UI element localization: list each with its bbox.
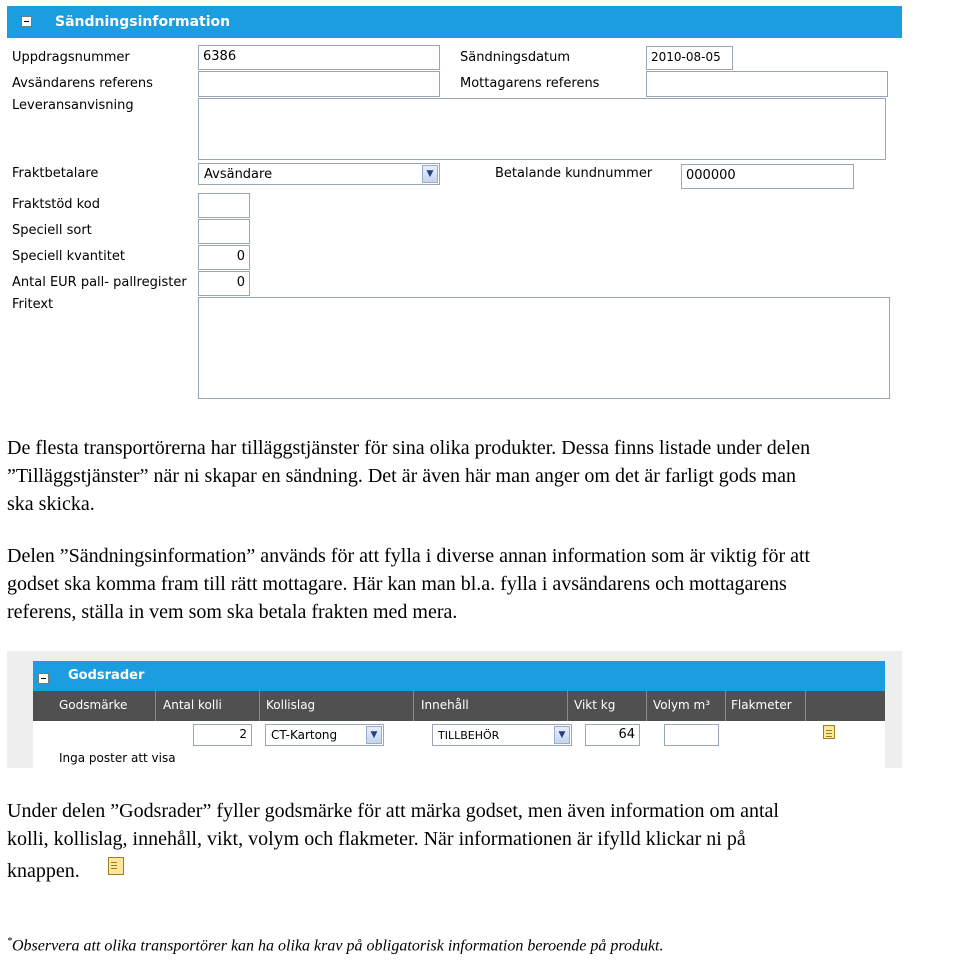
document-icon bbox=[108, 857, 124, 875]
column-godsmarke[interactable]: Godsmärke bbox=[59, 698, 128, 712]
label-speciell-sort: Speciell sort bbox=[12, 223, 92, 238]
column-volym[interactable]: Volym m³ bbox=[653, 698, 711, 712]
paragraph-line: godset ska komma fram till rätt mottagare. Här kan man bl.a. fylla i avsändarens och mottagarens bbox=[7, 573, 787, 595]
paragraph-line: Delen ”Sändningsinformation” används för att fylla i diverse annan information som är viktig för att bbox=[7, 545, 811, 567]
sandningsdatum-input[interactable]: 2010-08-05 bbox=[646, 46, 733, 70]
volym-input[interactable] bbox=[664, 724, 719, 746]
label-fraktstod-kod: Fraktstöd kod bbox=[12, 197, 100, 212]
paragraph-line: referens, ställa in vem som ska betala frakten med mera. bbox=[7, 601, 458, 623]
mottagarens-referens-input[interactable] bbox=[646, 71, 888, 97]
footnote bbox=[7, 936, 664, 955]
column-separator bbox=[259, 691, 260, 721]
antal-kolli-input[interactable]: 2 bbox=[193, 724, 252, 746]
footnote-text: Observera att olika transportörer kan ha olika krav på obligatorisk information beroende på produkt. bbox=[12, 937, 664, 955]
chevron-down-icon[interactable]: ▼ bbox=[554, 726, 570, 744]
speciell-sort-input[interactable] bbox=[198, 219, 250, 244]
antal-eur-pall-input[interactable]: 0 bbox=[198, 271, 250, 296]
paragraph-godsrader bbox=[7, 797, 957, 885]
uppdragsnummer-input[interactable]: 6386 bbox=[198, 45, 440, 70]
paragraph-line: De flesta transportörerna har tilläggstjänster för sina olika produkter. Dessa finns listade under delen bbox=[7, 437, 811, 459]
paragraph-line: ska skicka. bbox=[7, 493, 95, 515]
panel-title: Sändningsinformation bbox=[55, 14, 231, 30]
column-flakmeter[interactable]: Flakmeter bbox=[731, 698, 792, 712]
column-separator bbox=[567, 691, 568, 721]
sandningsinformation-header bbox=[7, 6, 902, 38]
footnote-mark: * bbox=[7, 936, 12, 947]
column-separator bbox=[646, 691, 647, 721]
godsrader-title: Godsrader bbox=[68, 668, 145, 683]
label-speciell-kvantitet: Speciell kvantitet bbox=[12, 249, 125, 264]
fraktstod-kod-input[interactable] bbox=[198, 193, 250, 218]
fritext-textarea[interactable] bbox=[198, 297, 890, 399]
innehall-value: TILLBEHÖR bbox=[438, 729, 500, 742]
innehall-select[interactable] bbox=[432, 724, 572, 746]
collapse-minus-icon[interactable] bbox=[21, 16, 32, 27]
label-mottagarens-referens: Mottagarens referens bbox=[460, 76, 600, 91]
empty-text: Inga poster att visa bbox=[59, 751, 176, 765]
document-icon[interactable] bbox=[823, 725, 835, 739]
leveransanvisning-textarea[interactable] bbox=[198, 98, 886, 160]
column-separator bbox=[155, 691, 156, 721]
label-antal-eur-pall: Antal EUR pall- pallregister bbox=[12, 275, 187, 290]
label-fritext: Fritext bbox=[12, 297, 54, 312]
collapse-minus-icon[interactable] bbox=[38, 673, 49, 684]
column-vikt[interactable]: Vikt kg bbox=[574, 698, 616, 712]
label-betalande-kundnummer: Betalande kundnummer bbox=[495, 166, 653, 181]
paragraph-line: kolli, kollislag, innehåll, vikt, volym och flakmeter. När informationen är ifylld klickar ni på bbox=[7, 828, 746, 850]
fraktbetalare-select[interactable] bbox=[198, 163, 440, 185]
column-separator bbox=[413, 691, 414, 721]
label-uppdragsnummer: Uppdragsnummer bbox=[12, 50, 130, 65]
paragraph-sandningsinformation bbox=[7, 542, 957, 626]
column-separator bbox=[805, 691, 806, 721]
column-antal-kolli[interactable]: Antal kolli bbox=[163, 698, 222, 712]
godsrader-column-headers bbox=[33, 691, 885, 721]
avsandarens-referens-input[interactable] bbox=[198, 71, 440, 97]
label-sandningsdatum: Sändningsdatum bbox=[460, 50, 571, 65]
betalande-kundnummer-input[interactable]: 000000 bbox=[681, 164, 854, 189]
label-fraktbetalare: Fraktbetalare bbox=[12, 166, 99, 181]
chevron-down-icon[interactable]: ▼ bbox=[422, 165, 438, 183]
kollislag-value: CT-Kartong bbox=[271, 728, 338, 742]
paragraph-line: knappen. bbox=[7, 860, 80, 882]
column-innehall[interactable]: Innehåll bbox=[421, 698, 469, 712]
godsrader-header bbox=[33, 661, 885, 691]
paragraph-line: ”Tilläggstjänster” när ni skapar en sändning. Det är även här man anger om det är farligt gods man bbox=[7, 465, 797, 487]
paragraph-tillaggstjanster bbox=[7, 434, 957, 518]
chevron-down-icon[interactable]: ▼ bbox=[366, 726, 382, 744]
column-kollislag[interactable]: Kollislag bbox=[266, 698, 316, 712]
label-avsandarens-referens: Avsändarens referens bbox=[12, 76, 153, 91]
label-leveransanvisning: Leveransanvisning bbox=[12, 98, 134, 113]
speciell-kvantitet-input[interactable]: 0 bbox=[198, 245, 250, 270]
kollislag-select[interactable] bbox=[265, 724, 384, 746]
paragraph-line: Under delen ”Godsrader” fyller godsmärke för att märka godset, men även information om antal bbox=[7, 800, 779, 822]
column-separator bbox=[725, 691, 726, 721]
fraktbetalare-value: Avsändare bbox=[204, 167, 273, 182]
vikt-input[interactable]: 64 bbox=[585, 724, 640, 746]
